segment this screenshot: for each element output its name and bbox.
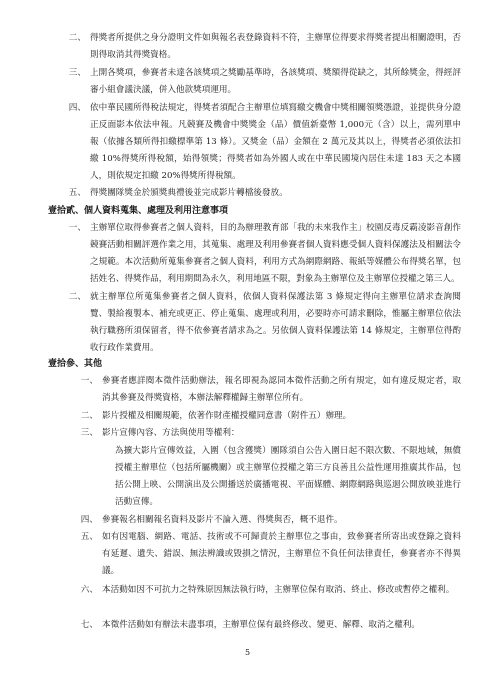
item-number: 五、 — [68, 188, 86, 198]
item-number: 四、 — [68, 103, 86, 113]
list-item — [72, 408, 461, 425]
item-text: 本徵件活動如有辦法未盡事項，主辦單位保有最終修改、變更、解釋、取消之權利。 — [102, 620, 420, 630]
item-number: 七、 — [80, 620, 98, 630]
item-text: 就主辦單位所蒐集參賽者之個人資料，依個人資料保護法第 3 條規定得向主辦單位請求查詢閱覽、製給複製本、補充或更正、停止蒐集、處理或利用，必要時亦可請求刪除，惟屬主辦單位依法執行職務所須保留者，得不依參賽者請求為之。另依個人資料保護法第 14 條規定，主辦單位得酌收行政作業費用。 — [90, 292, 461, 353]
item-number: 三、 — [80, 428, 98, 438]
list-item — [60, 289, 461, 357]
item-text: 參賽者應詳閱本徵件活動辦法，報名即視為認同本徵件活動之所有規定，如有違反規定者，取消其參賽及得獎資格，本辦法解釋權歸主辦單位所有。 — [102, 376, 461, 403]
item-text: 影片宣傳內容、方法與使用等權利： — [102, 428, 240, 438]
item-text: 得獎者所提供之身分證明文件如與報名表登錄資料不符，主辦單位得要求得獎者提出相關證明，否則得取消其得獎資格。 — [90, 33, 461, 60]
item-number: 五、 — [80, 532, 98, 542]
section-heading-personal-data: 壹拾貳、個人資料蒐集、處理及利用注意事項 — [48, 206, 229, 216]
item-number: 一、 — [80, 376, 98, 386]
item-text: 影片授權及相關規範，依著作財產權授權同意書（附件五）辦理。 — [102, 411, 352, 421]
item-text: 上開各獎項，參賽者未達各該獎項之獎勵基準時，各該獎項、獎額得從缺之，其所餘獎金，得經評審小組會議決議，併入他款獎項運用。 — [90, 68, 461, 95]
list-item — [72, 582, 461, 599]
item-number: 四、 — [80, 515, 98, 525]
item-text: 得獎團隊獎金於頒獎典禮後並完成影片轉檔後發放。 — [90, 188, 288, 198]
item-text: 依中華民國所得稅法規定，得獎者須配合主辦單位填寫繳交機會中獎相關領獎憑證，並提供身分證正反面影本依法申報。凡競賽及機會中獎獎金（品）價值新臺幣 1,000元（含）以上，需列單申報（依據各類所得扣繳標準第 13 條）。又獎金（品）金額在 2 萬元及其以上，得獎者必須依法扣繳 10%得獎所得稅額，始得領獎；得獎者如為外國人或在中華民國境內居住未達 183 天之本國人，則依規定扣繳 20%得獎所得稅額。 — [90, 103, 461, 181]
item-text: 如有因電腦、網路、電話、技術或不可歸責於主辦單位之事由，致參賽者所寄出或登錄之資料有延遲、遺失、錯誤、無法辨識或毀損之情況，主辦單位不負任何法律責任，參賽者亦不得異議。 — [102, 532, 461, 576]
list-item — [60, 100, 461, 185]
item-text: 本活動如因不可抗力之特殊原因無法執行時，主辦單位保有取消、終止、修改或暫停之權利。 — [102, 585, 455, 595]
list-item — [72, 512, 461, 529]
item-text: 主辦單位取得參賽者之個人資料，目的為辦理教育部「我的未來我作主」校園反毒反霸凌影音創作競賽活動相關評選作業之用，其蒐集、處理及利用參賽者個人資料應受個人資料保護法及相關法令之規範。本次活動所蒐集參賽者之個人資料，利用方式為網際網路、報紙等媒體公布得獎名單，包括姓名、得獎作品，利用期間為永久，利用地區不限，對象為主辦單位及主辦單位授權之第三人。 — [90, 223, 461, 284]
page-number: 5 — [244, 648, 251, 657]
list-item — [72, 425, 461, 442]
item-text: 參賽報名相關報名資料及影片不論入選、得獎與否，概不退件。 — [102, 515, 343, 525]
list-item — [72, 529, 461, 580]
item-number: 二、 — [80, 411, 98, 421]
list-item — [60, 30, 461, 64]
list-item — [72, 373, 461, 407]
section-heading-other: 壹拾參、其他 — [48, 359, 103, 369]
list-item — [60, 65, 461, 99]
item-number: 一、 — [68, 223, 86, 233]
item-number: 六、 — [80, 585, 98, 595]
list-item — [60, 185, 461, 202]
item-number: 三、 — [68, 68, 86, 78]
rights-paragraph: 為擴大影片宣傳效益，入圍（包含獲獎）團隊須自公告入圍日起不限次數、不限地域，無償授權主辦單位（包括所屬機關）或主辦單位授權之第三方良善且公益性運用推廣其作品，包括公開上映、公開演出及公開播送於廣播電視、平面媒體、網際網路與巡迴公開放映並進行活動宣傳。 — [115, 446, 461, 507]
list-item — [60, 220, 461, 288]
list-item — [72, 617, 461, 634]
item-number: 二、 — [68, 33, 86, 43]
item-number: 二、 — [68, 292, 86, 302]
